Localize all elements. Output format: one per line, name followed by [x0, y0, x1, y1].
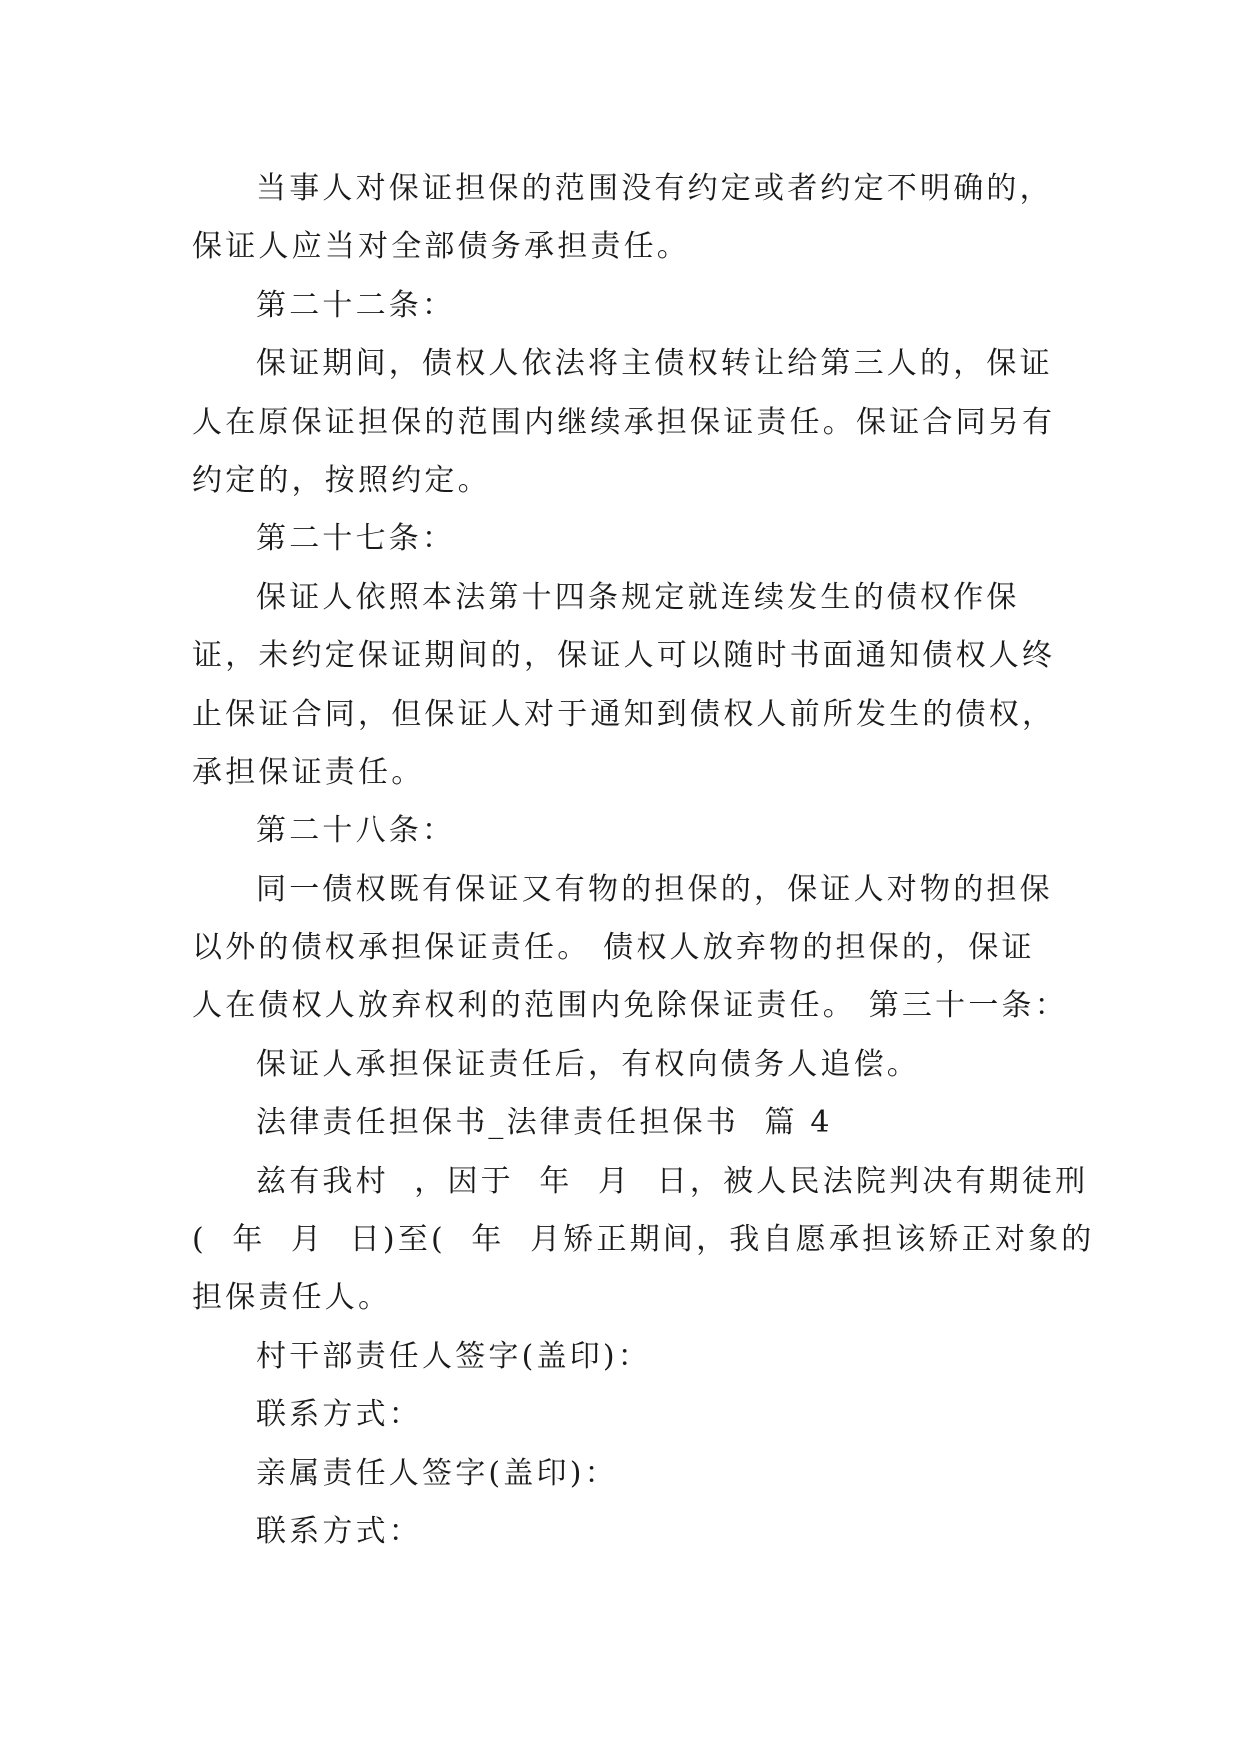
signature-field-label: 村干部责任人签字(盖印)：: [256, 1338, 652, 1374]
signature-field-label: 亲属责任人签字(盖印)：: [256, 1455, 618, 1491]
text-line: 以外的债权承担保证责任。 债权人放弃物的担保的，保证: [192, 930, 1035, 966]
text-line: 承担保证责任。: [192, 754, 425, 790]
text-line: 证，未约定保证期间的，保证人可以随时书面通知债权人终: [192, 638, 1056, 674]
article-heading: 第二十七条：: [256, 521, 456, 557]
contact-field-label: 联系方式：: [256, 1513, 422, 1549]
contact-field-label: 联系方式：: [256, 1397, 422, 1433]
document-body: [192, 160, 1095, 1561]
text-line: 约定的，按照约定。: [192, 462, 491, 498]
text-line: 同一债权既有保证又有物的担保的，保证人对物的担保: [256, 871, 1053, 907]
text-line: 兹有我村 ，因于 年 月 日，被人民法院判决有期徒刑: [256, 1163, 1089, 1199]
article-heading: 第二十八条：: [256, 813, 456, 849]
text-line: 人在债权人放弃权利的范围内免除保证责任。 第三十一条：: [192, 988, 1068, 1024]
text-line: 担保责任人。: [192, 1280, 392, 1316]
text-line: 保证人应当对全部债务承担责任。: [192, 229, 690, 265]
text-line: 保证人依照本法第十四条规定就连续发生的债权作保: [256, 579, 1020, 615]
text-line: 止保证合同，但保证人对于通知到债权人前所发生的债权，: [192, 696, 1056, 732]
text-line: 保证人承担保证责任后，有权向债务人追偿。: [256, 1046, 920, 1082]
text-line: 保证期间，债权人依法将主债权转让给第三人的，保证: [256, 346, 1053, 382]
text-line: ( 年 月 日)至( 年 月矫正期间，我自愿承担该矫正对象的: [192, 1222, 1095, 1258]
article-heading: 第二十二条：: [256, 287, 456, 323]
text-line: 人在原保证担保的范围内继续承担保证责任。保证合同另有: [192, 404, 1056, 440]
text-line: 当事人对保证担保的范围没有约定或者约定不明确的，: [256, 171, 1053, 206]
section-title: 法律责任担保书_法律责任担保书 篇 4: [256, 1105, 833, 1141]
